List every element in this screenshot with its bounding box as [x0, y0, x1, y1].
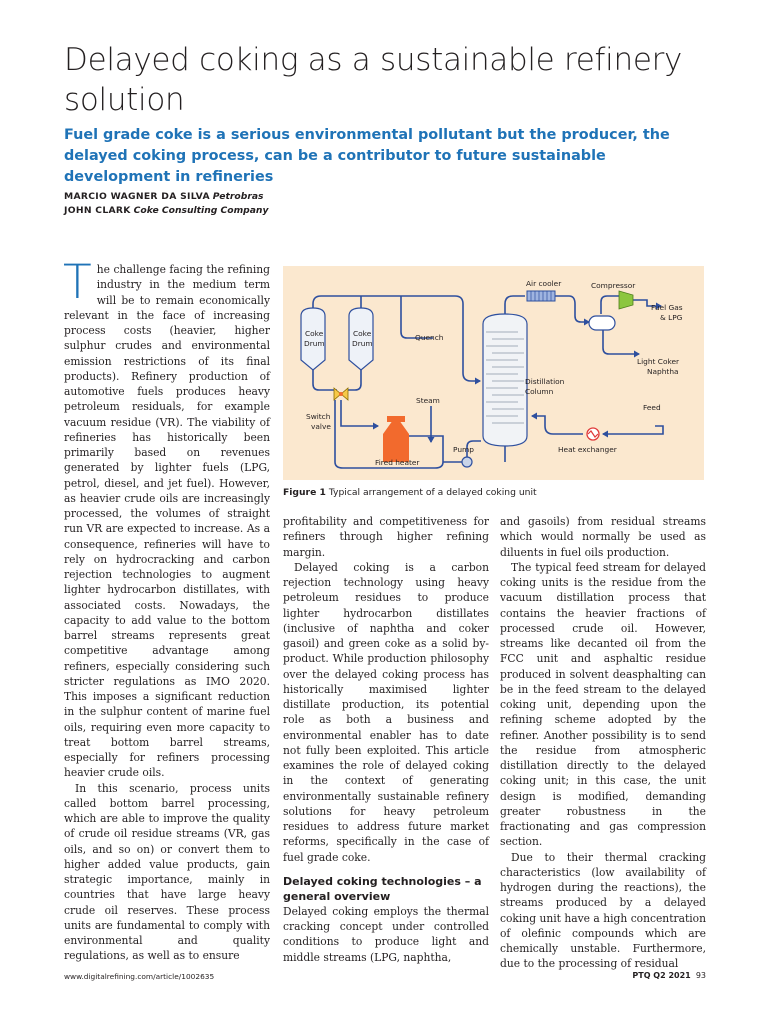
body-paragraph: In this scenario, process units called bottom barrel processing, which are able to improve the quality of crude oil residue streams (VR, gas oils, and so on) or convert them to higher added value products, gain strategic importance, mainly in countries that have large heavy crude oil reserves. These process units are fundamental to comply with environmental and quality regulations, as well as to ensure: [64, 781, 270, 963]
author-name: MARCIO WAGNER DA SILVA: [64, 191, 210, 202]
body-paragraph: The typical feed stream for delayed coking units is the residue from the vacuum distillation process that contains the heavier fractions of processed crude oil. However, streams like decanted oil from the FCC unit and asphaltic residue produced in solvent deasphalting can be in the feed stream to the delayed coking unit, depending upon the refining scheme adopted by the refiner. Another possibility is to send the residue from atmospheric distillation directly to the delayed coking unit; in this case, the unit design is modified, demanding greater robustness in the fractionating and gas compression section.: [500, 560, 706, 849]
vapour-line: [313, 296, 480, 381]
body-paragraph: Due to their thermal cracking characteristics (low availability of hydrogen during the reactions), the streams produced by a delayed coking unit have a high concentration of olefinic compounds which are chemically unstable. Furthermore, due to the processing of residual: [500, 850, 706, 971]
author-line: [64, 204, 268, 218]
coke-drum-2-label: Coke Drum: [352, 329, 373, 348]
pump-label: Pump: [453, 445, 474, 454]
magazine-issue: PTQ Q2 2021: [632, 971, 691, 980]
fuel-gas-label: Fuel Gas & LPG: [651, 303, 683, 322]
body-column-3: [500, 514, 706, 972]
article-standfirst: Fuel grade coke is a serious environmental pollutant but the producer, the delayed coking process, can be a contributor to future sustainable development in refineries: [64, 127, 670, 185]
feed-label: Feed: [643, 403, 661, 412]
page-number: 93: [695, 971, 706, 980]
body-paragraph: and gasoils) from residual streams which would normally be used as diluents in fuel oils production.: [500, 515, 706, 559]
heat-exchanger-icon: [587, 428, 599, 440]
body-paragraph: Delayed coking is a carbon rejection technology using heavy petroleum residues to produce lighter hydrocarbon distillates (inclusive of naphtha and coker gasoil) and green coke as a solid by-product. While production philosophy over the delayed coking process has historically maximised lighter distillate production, its potential role as both a business and environmental enabler has to date not fully been exploited. This article examines the role of delayed coking in the context of generating environmentally sustainable refinery solutions for heavy petroleum residues to address future market reforms, specifically in the case of fuel grade coke.: [283, 560, 489, 864]
distillation-column-label: Distillation Column: [525, 377, 565, 396]
heater-feed-line: [341, 400, 378, 426]
body-paragraph: profitability and competitiveness for refiners through higher refining margin.: [283, 515, 489, 559]
coke-drum-1-label: Coke Drum: [304, 329, 325, 348]
compressor-icon: [619, 291, 633, 309]
author-company: Petrobras: [212, 191, 264, 202]
distillation-column: [483, 314, 527, 446]
body-column-2: [283, 514, 489, 965]
author-list: [64, 190, 268, 218]
figure-caption-text: Typical arrangement of a delayed coking unit: [328, 487, 537, 498]
drop-cap: T: [63, 255, 92, 310]
process-flow-figure: [283, 266, 704, 480]
figure-caption: [283, 487, 537, 498]
feed-line: [603, 426, 663, 434]
footer-page-info: [632, 971, 706, 980]
body-column-1: [63, 255, 270, 964]
column-overhead-line: [505, 296, 525, 316]
quench-line: [401, 296, 433, 338]
preheated-feed-line: [532, 416, 583, 434]
air-cooler-icon: [527, 291, 555, 301]
light-coker-naphtha-label: Light Coker Naphtha: [637, 357, 680, 376]
pump-icon: [462, 457, 472, 467]
paragraph-text: he challenge facing the refining industry in the medium term will be to remain economically relevant in the face of increasing process costs (heavier, higher sulphur crudes and environmental emission restrictions of its final products). Refinery production of automotive fuels produces heavy petroleum residuals, for example vacuum residue (VR). The viability of refineries has historically been primarily based on revenues generated by lighter fuels (LPG, petrol, diesel, and jet fuel). However, as heavier crude oils are increasingly processed, the volumes of straight run VR are expected to increase. As a consequence, refineries will have to rely on hydrocracking and carbon rejection technologies to augment lighter hydrocarbon distillates, with associated costs. Nowadays, the capacity to add value to the bottom barrel streams represents great competitive advantage among refiners, especially considering such stricter regulations as IMO 2020. This imposes a significant reduction in the sulphur content of marine fuel oils, requiring even more capacity to treat bottom barrel streams, especially for refiners processing heavier crude oils.: [64, 263, 270, 780]
quench-label: Quench: [415, 333, 444, 342]
air-cooler-label: Air cooler: [526, 279, 562, 288]
body-paragraph: [63, 255, 270, 781]
author-company: Coke Consulting Company: [133, 205, 269, 216]
reflux-drum-icon: [589, 316, 615, 330]
article-title: Delayed coking as a sustainable refinery solution: [64, 42, 683, 118]
switch-valve-icon: [334, 388, 348, 400]
steam-label: Steam: [416, 396, 440, 405]
switch-valve-label: Switch valve: [306, 412, 331, 431]
author-name: JOHN CLARK: [64, 205, 131, 216]
fired-heater-label: Fired heater: [375, 458, 420, 467]
drum1-bottom-line: [313, 366, 337, 390]
author-line: [64, 190, 268, 204]
drum2-bottom-line: [347, 366, 361, 390]
compressor-label: Compressor: [591, 281, 636, 290]
section-heading: Delayed coking technologies – a general overview: [283, 874, 482, 903]
figure-number: Figure 1: [283, 487, 326, 498]
footer-url[interactable]: www.digitalrefining.com/article/1002635: [64, 972, 215, 981]
compressor-suction-line: [601, 296, 619, 314]
cooler-outlet-line: [555, 296, 589, 322]
naphtha-line: [603, 330, 639, 354]
body-paragraph: Delayed coking employs the thermal cracking concept under controlled conditions to produce light and middle streams (LPG, naphtha,: [283, 904, 489, 964]
fired-heater-icon: [383, 416, 409, 462]
process-flow-diagram: [283, 266, 704, 480]
heat-exchanger-label: Heat exchanger: [558, 445, 617, 454]
